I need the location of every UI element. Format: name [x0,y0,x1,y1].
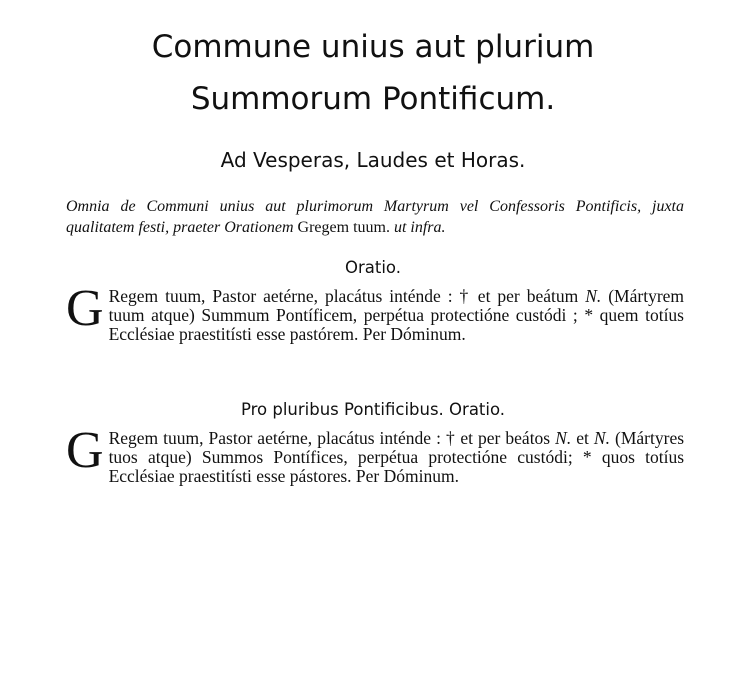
rubric-italic-text: Omnia de Communi unius aut plurimorum Martyrum vel Confessoris Pontificis, juxta qualitatem festi, praeter Orationem [66,198,684,236]
drop-cap-initial: G [66,280,104,337]
rubric-incipit: Gregem tuum. [297,219,390,236]
oratio-plural-conjunction: et [576,428,589,448]
page-title-line-2: Summorum Pontificum. [190,81,556,117]
oratio-plural-name-1: N. [555,428,572,448]
section-subtitle: Ad Vesperas, Laudes et Horas. [220,148,526,172]
oratio-plural-paragraph [66,422,685,486]
oratio-plural-heading: Pro pluribus Pontificibus. Oratio. [240,400,506,419]
page-title-line-1: Commune unius aut plurium [151,29,595,65]
rubric-paragraph [66,196,684,238]
drop-cap-initial: G [66,422,104,479]
rubric-italic-end: ut infra. [393,219,446,236]
oratio-paragraph [66,280,685,344]
oratio-text-part-2: (Mártyrem tuum atque) Summum Pontíficem, perpétua protectióne custódi ; * quem totíus Ecclésiae praestitísti esse pastórem. Per Dóminum. [108,286,685,344]
oratio-plural-name-2: N. [593,428,610,448]
oratio-heading: Oratio. [345,258,401,277]
oratio-name-placeholder: N. [585,286,602,306]
oratio-plural-text-part-1: Regem tuum, Pastor aetérne, placátus inténde : † et per beátos [108,428,551,448]
oratio-text-part-1: Regem tuum, Pastor aetérne, placátus inténde : † et per beátum [108,286,579,306]
oratio-plural-text-part-2: (Mártyres tuos atque) Summos Pontífices, perpétua protectióne custódi; * quos totíus Ecclésiae praestitísti esse pástores. Per Dóminum. [108,428,685,486]
